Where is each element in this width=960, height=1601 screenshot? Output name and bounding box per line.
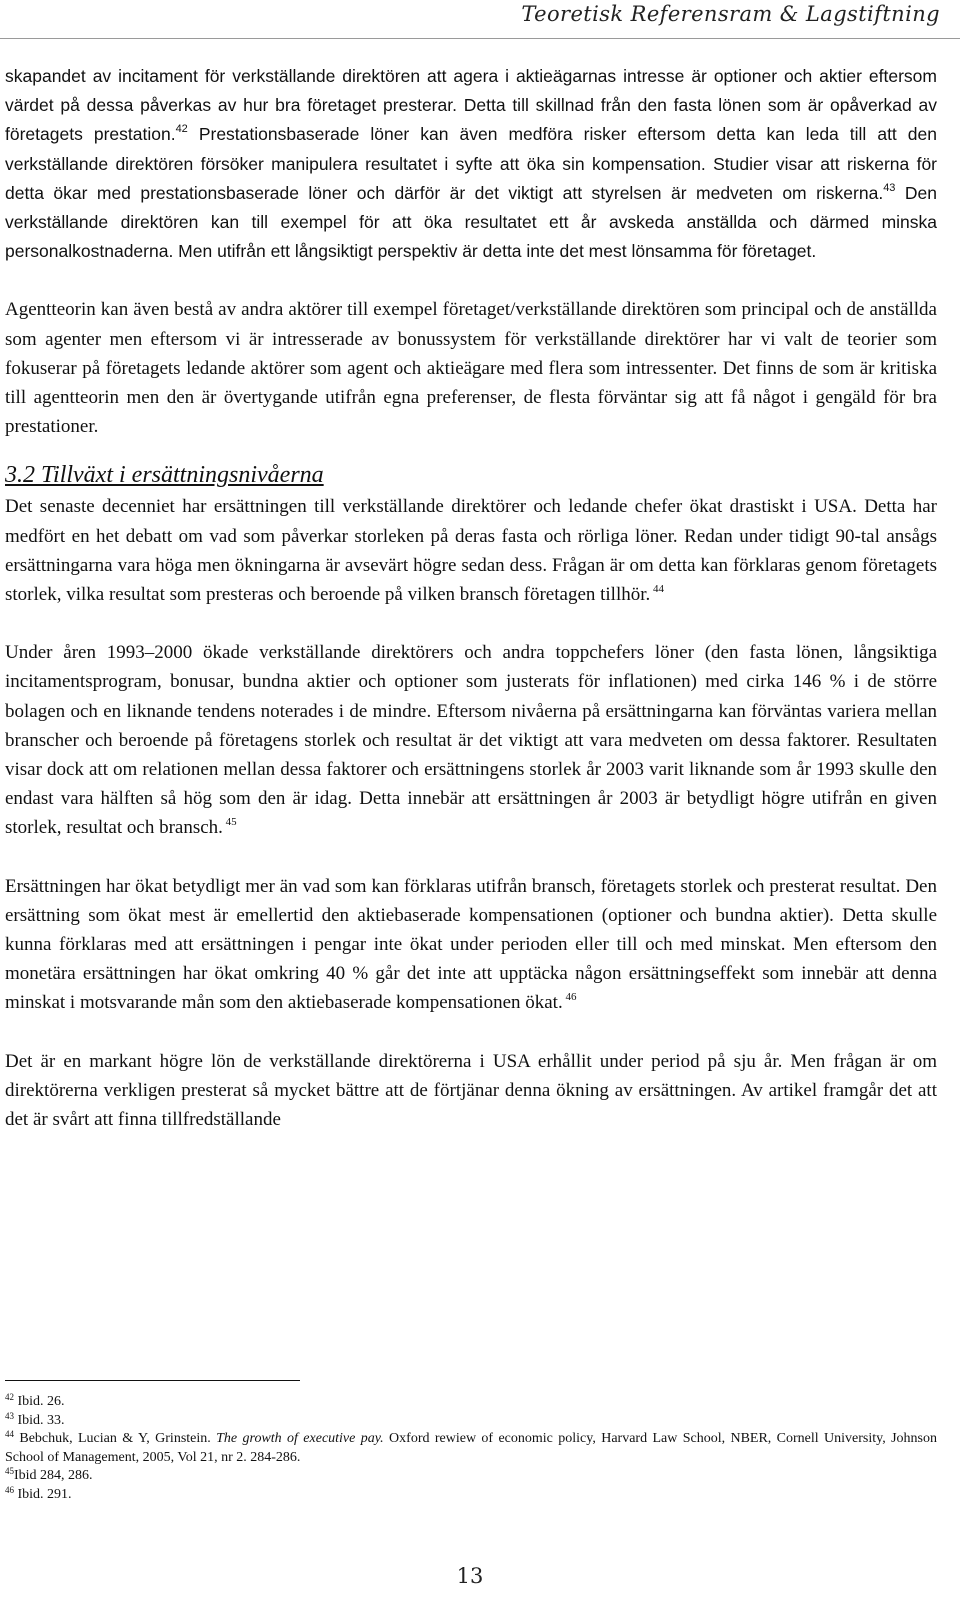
footnote-ref-44[interactable]: 44: [650, 583, 665, 596]
footnote-number: 45: [5, 1466, 14, 1477]
paragraph-text: skapandet av incitament för verkställande direktören att agera i aktieägarnas intresse är optioner och aktier eftersom värdet på dessa påverkas av hur bra företaget presterar. Detta till skillnad från den fasta lönen som är opåverkad av företagets prestation.: [5, 66, 937, 145]
footnote-44: [5, 1430, 937, 1467]
page-number: 13: [456, 1564, 484, 1588]
footnote-text: Ibid 284, 286.: [14, 1468, 93, 1484]
section-heading: 3.2 Tillväxt i ersättningsnivåerna: [5, 462, 324, 489]
paragraph-agent-theory: [5, 295, 937, 441]
footnotes: [5, 1393, 937, 1505]
footnote-ref-46[interactable]: 46: [562, 991, 577, 1004]
footnote-45: [5, 1467, 937, 1486]
paragraph-text: Ersättningen har ökat betydligt mer än vad som kan förklaras utifrån bransch, företagets storlek och presterat resultat. Den ersättning som ökat mest är emellertid den aktiebaserade kompensationen (optioner och bundna aktier). Detta skulle kunna förklaras med att ersättningen i pengar inte ökat under perioden eller till och med minskat. Men eftersom den monetära ersättningen har ökat omkring 40 % går det inte att upptäcka någon ersättningseffekt som innebär att denna minskat i motsvarande mån som den aktiebaserade kompensationen ökat.: [5, 875, 937, 1014]
footnote-text: Ibid. 26.: [14, 1394, 65, 1409]
footnote-number: 43: [5, 1410, 14, 1421]
paragraph-compensation-increase: [5, 872, 937, 1018]
header-divider: [0, 38, 960, 39]
paragraph-1993-2000: [5, 638, 937, 842]
footnote-divider: [5, 1380, 300, 1381]
footnote-46: [5, 1486, 937, 1505]
footnote-number: 42: [5, 1392, 14, 1402]
paragraph-usa-directors: [5, 1047, 937, 1135]
footnote-text: Ibid. 291.: [14, 1486, 72, 1502]
paragraph-text: Agentteorin kan även bestå av andra aktörer till exempel företaget/verkställande direktören som principal och de anställda som agenter men eftersom vi är intresserade av bonussystem för verkställande direktörer har vi valt de teorier som fokuserar på företagets ledande aktörer som agent och aktieägare med flera som intressenter. Det finns de som är kritiska till agentteorin men den är övertygande utifrån egna preferenser, de flesta förväntar sig att få något i gengäld för bra prestationer.: [5, 299, 937, 438]
paragraph-text: Den verkställande direktören kan till exempel för att öka resultatet ett år avskeda anställda och därmed minska personalkostnaderna. Men utifrån ett långsiktigt perspektiv är detta inte det mest lönsamma för företaget.: [5, 182, 937, 262]
paragraph-text: Prestationsbaserade löner kan även medföra risker eftersom detta kan leda till att den verkställande direktören försöker manipulera resultatet i syfte att öka sin kompensation. Studier visar att riskerna för detta ökar med prestationsbaserade löner och därför är det viktigt att styrelsen är medveten om riskerna.: [5, 124, 937, 203]
footnote-ref-45[interactable]: 45: [222, 816, 237, 829]
paragraph-text: Det senaste decenniet har ersättningen till verkställande direktörer och ledande chefer ökat drastiskt i USA. Detta har medfört en het debatt om vad som påverkar storleken på deras fasta och rörliga löner. Redan under tidigt 90-tal ansågs ersättningarna vara höga men ökningarna är avsevärt högre sedan dess. Frågan är om detta kan förklaras genom företagets storlek, vilka resultat som presteras och beroende på vilken bransch företagen tillhör.: [5, 496, 937, 606]
page-body: [5, 62, 937, 1134]
footnote-text: Bebchuk, Lucian & Y, Grinstein.: [14, 1431, 217, 1447]
footnote-text: Ibid. 33.: [14, 1412, 65, 1428]
footnote-number: 44: [5, 1429, 14, 1440]
running-header: Teoretisk Referensram & Lagstiftning: [521, 2, 940, 26]
footnote-ref-42[interactable]: 42: [175, 123, 188, 136]
footnote-43: [5, 1412, 937, 1431]
paragraph-text: Det är en markant högre lön de verkställande direktörerna i USA erhållit under period på sju år. Men frågan är om direktörerna verkligen presterat så mycket bättre att de förtjänar denna ökning av ersättningen. Av artikel framgår det att det är svårt att finna tillfredställande: [5, 1050, 937, 1131]
footnote-title: The growth of executive pay.: [216, 1431, 384, 1447]
footnote-number: 46: [5, 1484, 14, 1495]
footnote-text: Oxford rewiew of economic policy, Harvard Law School, NBER, Cornell University, Johnson School of Management, 2005, Vol 21, nr 2. 284-286.: [5, 1431, 937, 1465]
footnote-42: [5, 1393, 937, 1412]
footnote-ref-43[interactable]: 43: [883, 181, 896, 194]
paragraph-text: Under åren 1993–2000 ökade verkställande direktörers och andra toppchefers löner (den fasta lönen, långsiktiga incitamentsprogram, bonusar, bundna aktier och optioner som justerats för inflationen) med cirka 146 % i de större bolagen och en liknande tendens noterades i de mindre. Eftersom nivåerna på ersättningarna kan förväntas variera mellan branscher och beroende på företagens storlek och resultat är det viktigt att vara medveten om dessa faktorer. Resultaten visar dock att om relationen mellan dessa faktorer och ersättningens storlek år 2003 varit liknande som år 1993 skulle den endast vara hälften så hög som den är idag. Detta innebär att ersättningen år 2003 är betydligt högre utifrån en given storlek, resultat och bransch.: [5, 642, 937, 839]
paragraph-compensation-growth: [5, 492, 937, 609]
paragraph-incentives: [5, 62, 937, 266]
